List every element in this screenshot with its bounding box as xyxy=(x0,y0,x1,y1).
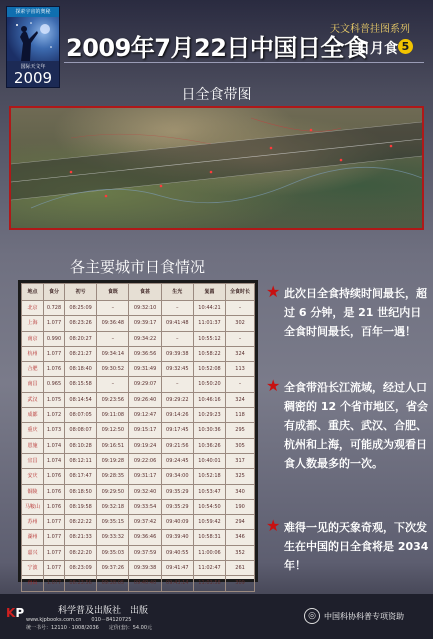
table-row xyxy=(22,362,255,377)
city-cell: 上海 xyxy=(22,316,44,331)
table-cell: 09:23:56 xyxy=(97,392,129,407)
table-cell: 09:35:03 xyxy=(97,545,129,560)
table-title: 各主要城市日食情况 xyxy=(70,258,206,276)
eclipse-path-map xyxy=(9,106,424,230)
city-cell: 恩施 xyxy=(22,438,44,453)
table-cell: 10:46:16 xyxy=(193,392,225,407)
table-cell: 08:23:26 xyxy=(65,316,97,331)
table-header-cell: 地点 xyxy=(22,284,44,301)
table-cell: 10:55:12 xyxy=(193,331,225,346)
table-cell: 1.072 xyxy=(43,408,64,423)
table-cell: 09:19:28 xyxy=(97,453,129,468)
publisher-logo-icon: KP xyxy=(6,606,25,620)
table-cell: 09:28:35 xyxy=(97,469,129,484)
table-cell: 09:33:54 xyxy=(129,499,161,514)
table-body xyxy=(22,301,255,592)
table-cell: 0.990 xyxy=(43,331,64,346)
table-cell: 09:40:40 xyxy=(129,576,161,591)
poster-title: 2009年7月22日中国日全食 xyxy=(66,34,368,62)
table-cell: 09:32:10 xyxy=(129,301,161,316)
publisher-book-info: 统一书号：12110 · 1008/2036 定价(套)：54.00元 xyxy=(26,625,153,631)
table-cell: 1.073 xyxy=(43,423,64,438)
table-cell: 10:53:47 xyxy=(193,484,225,499)
table-row xyxy=(22,316,255,331)
table-cell: 08:08:07 xyxy=(65,423,97,438)
title-divider xyxy=(64,62,424,63)
table-cell: 09:41:47 xyxy=(161,561,193,576)
table-cell: 1.076 xyxy=(43,499,64,514)
table-header-cell: 初亏 xyxy=(65,284,97,301)
table-cell: 09:32:18 xyxy=(97,499,129,514)
city-cell: 北京 xyxy=(22,301,44,316)
table-cell: 08:07:05 xyxy=(65,408,97,423)
iya-logo xyxy=(6,6,60,88)
table-cell: – xyxy=(226,377,255,392)
table-cell: 1.076 xyxy=(43,484,64,499)
city-cell: 武汉 xyxy=(22,392,44,407)
table-cell: – xyxy=(161,301,193,316)
table-header-cell: 生光 xyxy=(161,284,193,301)
table-cell: 09:37:59 xyxy=(129,545,161,560)
table-cell: 09:35:29 xyxy=(161,499,193,514)
table-cell: 09:39:38 xyxy=(161,346,193,361)
table-cell: 09:34:14 xyxy=(97,346,129,361)
table-cell: 1.074 xyxy=(43,453,64,468)
city-cell: 杭州 xyxy=(22,346,44,361)
table-cell: 09:32:45 xyxy=(161,362,193,377)
star-bullet-icon: ★ xyxy=(266,516,281,535)
table-cell: 1.076 xyxy=(43,469,64,484)
table-cell: 1.077 xyxy=(43,515,64,530)
table-cell: 08:17:47 xyxy=(65,469,97,484)
table-cell: 294 xyxy=(226,515,255,530)
table-cell: 346 xyxy=(226,530,255,545)
table-cell: 08:12:11 xyxy=(65,453,97,468)
table-cell: 09:16:51 xyxy=(97,438,129,453)
table-cell: 10:44:21 xyxy=(193,301,225,316)
table-cell: – xyxy=(226,301,255,316)
table-cell: 317 xyxy=(226,453,255,468)
table-cell: 09:14:26 xyxy=(161,408,193,423)
note-text: 难得一见的天象奇观，下次发生在中国的日全食将是 2034 年！ xyxy=(284,521,429,572)
table-cell: 08:18:50 xyxy=(65,484,97,499)
table-cell: 1.077 xyxy=(43,545,64,560)
table-cell: 09:31:49 xyxy=(129,362,161,377)
city-cell: 宜昌 xyxy=(22,453,44,468)
note-duration xyxy=(266,282,430,341)
table-row xyxy=(22,499,255,514)
table-cell: 11:00:06 xyxy=(193,545,225,560)
city-cell: 嘉兴 xyxy=(22,545,44,560)
table-cell: 08:23:09 xyxy=(65,561,97,576)
table-cell: – xyxy=(161,377,193,392)
table-cell: 10:52:18 xyxy=(193,469,225,484)
city-cell: 成都 xyxy=(22,408,44,423)
table-cell: 09:12:50 xyxy=(97,423,129,438)
table-row xyxy=(22,484,255,499)
table-header-cell: 食甚 xyxy=(129,284,161,301)
table-cell: 09:34:22 xyxy=(129,331,161,346)
table-cell: 09:29:22 xyxy=(161,392,193,407)
table-cell: 09:39:38 xyxy=(129,561,161,576)
table-cell: 1.076 xyxy=(43,362,64,377)
logo-image xyxy=(7,17,59,61)
star-bullet-icon: ★ xyxy=(266,282,281,301)
table-cell: 08:20:27 xyxy=(65,331,97,346)
table-cell: 09:37:26 xyxy=(97,561,129,576)
table-cell: – xyxy=(226,331,255,346)
table-cell: 10:50:20 xyxy=(193,377,225,392)
table-cell: 09:40:55 xyxy=(161,545,193,560)
logo-year: 2009 xyxy=(13,69,53,87)
table-cell: 09:32:40 xyxy=(129,484,161,499)
table-row xyxy=(22,392,255,407)
city-cell: 南京 xyxy=(22,331,44,346)
table-row xyxy=(22,469,255,484)
table-cell: 09:36:48 xyxy=(97,316,129,331)
table-row xyxy=(22,408,255,423)
table-cell: 190 xyxy=(226,499,255,514)
city-cell: 湖州 xyxy=(22,530,44,545)
table-cell: 09:11:08 xyxy=(97,408,129,423)
table-cell: 0.728 xyxy=(43,301,64,316)
table-cell: 09:36:46 xyxy=(129,530,161,545)
table-cell: 09:21:56 xyxy=(161,438,193,453)
table-cell: 09:24:45 xyxy=(161,453,193,468)
table-cell: 09:33:32 xyxy=(97,530,129,545)
table-row xyxy=(22,423,255,438)
table-cell: 1.074 xyxy=(43,438,64,453)
city-cell: 安庆 xyxy=(22,469,44,484)
table-row xyxy=(22,561,255,576)
table-cell: 09:39:40 xyxy=(161,530,193,545)
table-cell: 305 xyxy=(226,438,255,453)
table-cell: 11:02:47 xyxy=(193,561,225,576)
table-cell: 09:29:50 xyxy=(97,484,129,499)
table-cell: 09:37:42 xyxy=(129,515,161,530)
map-caption: 日全食带图 xyxy=(181,87,252,103)
table-cell: 09:31:17 xyxy=(129,469,161,484)
city-cell: 南昌 xyxy=(22,377,44,392)
table-cell: 08:10:28 xyxy=(65,438,97,453)
table-header-row xyxy=(22,284,255,301)
stargazer-silhouette-icon xyxy=(7,17,59,61)
table-row xyxy=(22,530,255,545)
table-cell: 08:21:33 xyxy=(65,530,97,545)
table-cell: – xyxy=(97,377,129,392)
note-path xyxy=(266,376,430,473)
table-cell: 09:26:40 xyxy=(129,392,161,407)
table-header-cell: 全食时长 xyxy=(226,284,255,301)
table-cell: 09:30:52 xyxy=(97,362,129,377)
table-row xyxy=(22,346,255,361)
table-cell: 261 xyxy=(226,561,255,576)
table-cell: 09:29:07 xyxy=(129,377,161,392)
table-cell: 10:54:50 xyxy=(193,499,225,514)
sponsor-text: 中国科协科普专项资助 xyxy=(324,612,404,621)
table-cell: 10:29:23 xyxy=(193,408,225,423)
table-cell: 1.077 xyxy=(43,561,64,576)
city-cell: 宁波 xyxy=(22,561,44,576)
table-cell: 08:21:27 xyxy=(65,346,97,361)
table-row xyxy=(22,438,255,453)
table-cell: 09:19:24 xyxy=(129,438,161,453)
table-cell: 352 xyxy=(226,545,255,560)
table-cell: 118 xyxy=(226,408,255,423)
table-cell: 09:34:00 xyxy=(161,469,193,484)
table-cell: 09:35:15 xyxy=(97,515,129,530)
table-cell: 11:03:58 xyxy=(193,576,225,591)
eclipse-band-graphic xyxy=(11,108,422,228)
table-cell: 08:25:09 xyxy=(65,301,97,316)
publisher-name: 科学普及出版社 出版 xyxy=(58,606,149,616)
table-cell: 1.077 xyxy=(43,576,64,591)
table-cell: 0.965 xyxy=(43,377,64,392)
note-text: 此次日全食持续时间最长，超过 6 分钟，是 21 世纪内日全食时间最长，百年一遇！ xyxy=(284,287,427,338)
table-cell: 340 xyxy=(226,484,255,499)
table-cell: 10:58:31 xyxy=(193,530,225,545)
table-cell: 09:36:56 xyxy=(129,346,161,361)
table-cell: 10:58:22 xyxy=(193,346,225,361)
table-cell: 324 xyxy=(226,346,255,361)
table-cell: 10:52:08 xyxy=(193,362,225,377)
table-cell: 09:17:45 xyxy=(161,423,193,438)
table-cell: 295 xyxy=(226,423,255,438)
series-subtitle: 日月食 xyxy=(356,41,398,57)
table-row xyxy=(22,576,255,591)
table-cell: 11:01:37 xyxy=(193,316,225,331)
table-cell: 1.075 xyxy=(43,392,64,407)
table-row xyxy=(22,301,255,316)
table-cell: – xyxy=(97,301,129,316)
table-cell: 10:36:26 xyxy=(193,438,225,453)
series-number-badge: 5 xyxy=(398,39,413,54)
table-header-cell: 食分 xyxy=(43,284,64,301)
table-header-cell: 复圆 xyxy=(193,284,225,301)
table-cell: 325 xyxy=(226,469,255,484)
table-cell: 09:35:29 xyxy=(161,484,193,499)
table-cell: 08:22:22 xyxy=(65,515,97,530)
city-cell: 马鞍山 xyxy=(22,499,44,514)
table-cell: 309 xyxy=(226,576,255,591)
city-cell: 重庆 xyxy=(22,423,44,438)
table-cell: 09:22:06 xyxy=(129,453,161,468)
table-cell: 09:39:17 xyxy=(129,316,161,331)
table-cell: 09:38:05 xyxy=(97,576,129,591)
table-cell: 10:59:42 xyxy=(193,515,225,530)
table-cell: 113 xyxy=(226,362,255,377)
note-text: 全食带沿长江流域，经过人口稠密的 12 个省市地区，省会有成都、重庆、武汉、合肥、杭州和上海，可能成为观看日食人数最多的一次。 xyxy=(284,381,428,470)
table-cell: 09:15:17 xyxy=(129,423,161,438)
table-row xyxy=(22,545,255,560)
table-row xyxy=(22,515,255,530)
table-cell: 10:40:01 xyxy=(193,453,225,468)
table-cell: – xyxy=(97,331,129,346)
table-cell: 09:43:14 xyxy=(161,576,193,591)
publisher-contact: www.kjpbooks.com.cn 010－84120725 xyxy=(26,617,132,623)
logo-subtitle: 国际天文年 xyxy=(20,64,46,70)
table-cell: 08:18:40 xyxy=(65,362,97,377)
star-bullet-icon: ★ xyxy=(266,376,281,395)
table-cell: 302 xyxy=(226,316,255,331)
table-row xyxy=(22,453,255,468)
table-cell: 1.077 xyxy=(43,346,64,361)
table-cell: 08:23:56 xyxy=(65,576,97,591)
table-cell: 324 xyxy=(226,392,255,407)
note-next xyxy=(266,516,430,575)
eclipse-data-table xyxy=(21,283,255,592)
table-cell: 09:12:47 xyxy=(129,408,161,423)
table-row xyxy=(22,331,255,346)
table-cell: 09:41:48 xyxy=(161,316,193,331)
table-cell: 1.077 xyxy=(43,530,64,545)
table-row xyxy=(22,377,255,392)
city-cell: 舟山 xyxy=(22,576,44,591)
cast-emblem-icon: ◎ xyxy=(304,608,320,624)
table-cell: – xyxy=(161,331,193,346)
table-cell: 09:40:09 xyxy=(161,515,193,530)
table-cell: 08:14:54 xyxy=(65,392,97,407)
logo-banner: 探索宇宙的奥秘 xyxy=(7,7,59,17)
city-cell: 铜陵 xyxy=(22,484,44,499)
city-eclipse-table xyxy=(18,280,258,587)
table-cell: 10:30:36 xyxy=(193,423,225,438)
table-cell: 08:15:58 xyxy=(65,377,97,392)
city-cell: 苏州 xyxy=(22,515,44,530)
table-cell: 08:22:20 xyxy=(65,545,97,560)
table-cell: 1.077 xyxy=(43,316,64,331)
city-cell: 合肥 xyxy=(22,362,44,377)
series-label: 天文科普挂图系列 xyxy=(330,24,410,35)
table-header-cell: 食既 xyxy=(97,284,129,301)
table-cell: 08:19:58 xyxy=(65,499,97,514)
